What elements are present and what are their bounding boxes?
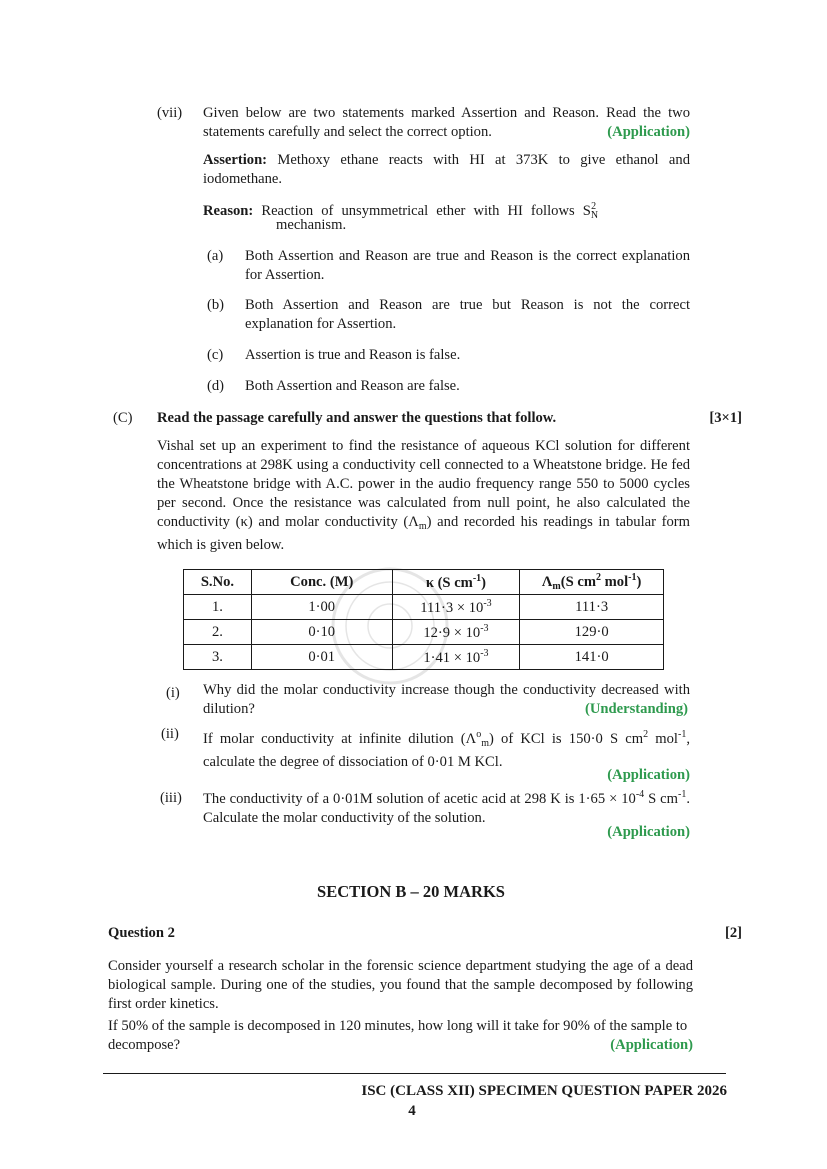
subq-iii-number: (iii) (160, 790, 182, 806)
table-row: 2. 0·10 $12\cdot 9 \times 10^{-3}$ 129·0 (184, 620, 664, 645)
subq-iii-text: The conductivity of a 0·01M solution of acetic acid at 298 K is $1\cdot 65 \times 10^{-4}$ S $cm^{-1}$. Calculate the molar conductivity of the solution. (203, 789, 691, 826)
table-row: 1. 1·00 $111\cdot 3 \times 10^{-3}$ 111·3 (184, 595, 664, 620)
subq-i-number: (i) (166, 685, 180, 701)
part-c-heading: Read the passage carefully and answer the questions that follow. (157, 410, 557, 426)
option-a-label: (a) (207, 248, 224, 264)
table-header-row (184, 570, 664, 595)
option-b-label: (b) (207, 297, 225, 313)
assertion-block (203, 151, 690, 189)
section-b-title: SECTION B – 20 MARKS (317, 882, 505, 901)
assertion-text: Methoxy ethane reacts with HI at 373K to give ethanol and iodomethane. (203, 152, 690, 187)
subq-i-text: Why did the molar conductivity increase though the conductivity decreased with dilution? (203, 682, 690, 717)
question-2-para2: If 50% of the sample is decomposed in 120 minutes, how long will it take for 90% of the sample to decompose? (108, 1018, 688, 1053)
question-vii-tag: (Application) (607, 124, 690, 140)
question-vii-number: (vii) (157, 105, 183, 121)
reason-label: Reason: (203, 203, 254, 219)
option-d-label: (d) (207, 378, 225, 394)
option-d-text: Both Assertion and Reason are false. (245, 378, 460, 394)
option-a-text: Both Assertion and Reason are true and Reason is the correct explanation for Assertion. (245, 248, 690, 283)
subq-ii-number: (ii) (161, 726, 179, 742)
passage: Vishal set up an experiment to find the resistance of aqueous KCl solution for different concentrations at 298K using a conductivity cell connected to a Wheatstone bridge. He fed the Wheatstone bridge with A.C. power in the audio frequency range 550 to 5000 cycles per second. Once the resistance was calculated from null point, he also calculated the conductivity (κ) and molar conductivity $(\Lambda_m)$ and recorded his readings in tabular form which is given below. (157, 438, 690, 553)
question-vii-intro: Given below are two statements marked Assertion and Reason. Read the two statements carefully and select the correct option. (203, 105, 690, 140)
question-2-tag: (Application) (610, 1037, 693, 1053)
part-c-label: (C) (113, 410, 133, 426)
reason-tail: mechanism. (276, 217, 347, 233)
table-row: 3. 0·01 $1\cdot 41 \times 10^{-3}$ 141·0 (184, 645, 664, 670)
conductivity-table (183, 569, 664, 670)
subq-i-tag: (Understanding) (585, 701, 688, 717)
page-number: 4 (408, 1103, 416, 1119)
option-b-text: Both Assertion and Reason are true but Reason is not the correct explanation for Assertion. (245, 297, 690, 332)
question-2-label: Question 2 (108, 925, 175, 941)
option-c-text: Assertion is true and Reason is false. (245, 347, 461, 363)
header-lambda: $\Lambda_m(S$ $cm^2$ mol$^{-1}$) (520, 570, 664, 595)
part-c-marks: [3×1] (709, 410, 742, 426)
footer-title: ISC (CLASS XII) SPECIMEN QUESTION PAPER 2026 (361, 1083, 727, 1099)
header-kappa: κ (S $cm^{-1}$) (392, 570, 520, 595)
assertion-label: Assertion: (203, 152, 268, 168)
question-2-para1: Consider yourself a research scholar in the forensic science department studying the age of a dead biological sample. During one of the studies, you found that the sample decomposed by following first order kinetics. (108, 958, 693, 1012)
subq-iii-tag: (Application) (607, 824, 690, 840)
footer-rule (103, 1073, 726, 1074)
option-c-label: (c) (207, 347, 224, 363)
subq-ii-text: If molar conductivity at infinite dilution $(\Lambda^o_m)$ of KCl is 150·0 S $cm^2$ mol$^{-1}$, calculate the degree of dissociation of 0·01 M KCl. (203, 729, 690, 770)
question-2-marks: [2] (724, 925, 742, 941)
reason-block: Reason: Reaction of unsymmetrical ether with HI follows $S_N^2$ (203, 201, 599, 221)
header-sno: S.No. (184, 570, 252, 595)
subq-ii-tag: (Application) (607, 767, 690, 783)
reason-text: Reaction of unsymmetrical ether with HI follows S (261, 203, 591, 219)
header-conc: Conc. (M) (251, 570, 392, 595)
